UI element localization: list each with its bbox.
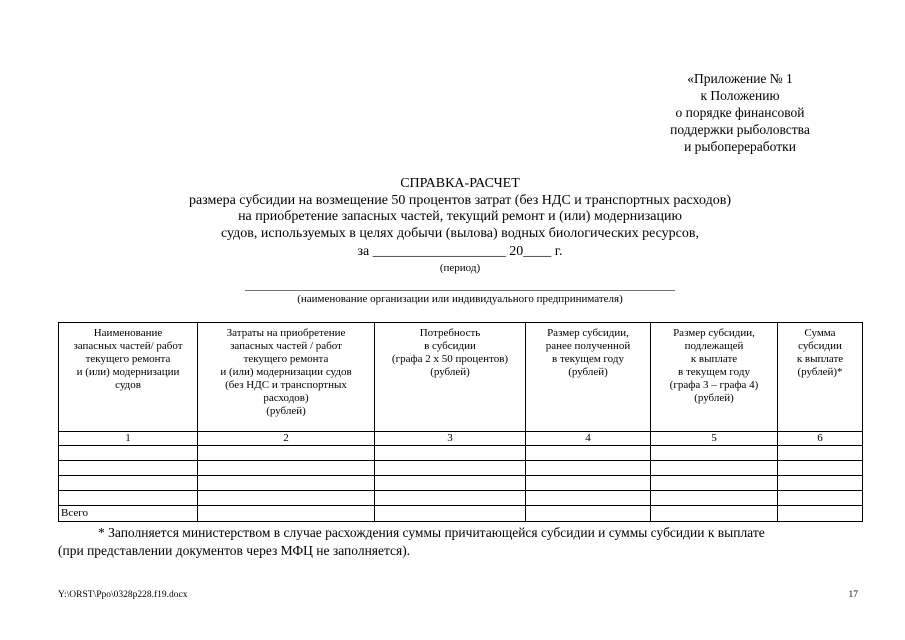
footnote xyxy=(58,524,862,560)
table-row xyxy=(59,491,863,506)
total-row xyxy=(59,506,863,522)
column-header: Затраты на приобретение запасных частей / работ текущего ремонта и (или) модернизации судов (без НДС и транспортных расходов) (рублей) xyxy=(198,323,375,432)
table-cell xyxy=(526,461,651,476)
table-cell xyxy=(375,446,526,461)
table-cell xyxy=(778,461,863,476)
period-year-blank: ____ xyxy=(523,244,552,259)
column-number: 1 xyxy=(59,432,198,446)
table-cell xyxy=(651,506,778,522)
table-cell xyxy=(198,476,375,491)
period-line xyxy=(60,244,860,260)
column-header: Размер субсидии, подлежащей к выплате в текущем году (графа 3 – графа 4) (рублей) xyxy=(651,323,778,432)
table-cell xyxy=(526,476,651,491)
table-cell xyxy=(59,446,198,461)
table-row xyxy=(59,461,863,476)
table-cell xyxy=(59,491,198,506)
table-cell xyxy=(651,461,778,476)
appendix-line: о порядке финансовой xyxy=(675,105,805,120)
organization-name-line xyxy=(245,290,675,291)
table-cell xyxy=(526,491,651,506)
table-cell xyxy=(375,491,526,506)
table-cell xyxy=(778,446,863,461)
appendix-block xyxy=(640,70,840,155)
table-cell xyxy=(778,506,863,522)
column-header: Потребность в субсидии (графа 2 x 50 процентов) (рублей) xyxy=(375,323,526,432)
column-header: Наименование запасных частей/ работ текущего ремонта и (или) модернизации судов xyxy=(59,323,198,432)
period-caption: (период) xyxy=(439,262,481,274)
document-subtitle-line: размера субсидии на возмещение 50 процентов затрат (без НДС и транспортных расходов) xyxy=(188,192,732,208)
document-subtitle-line: судов, используемых в целях добычи (вылова) водных биологических ресурсов, xyxy=(220,225,699,241)
table-cell xyxy=(778,476,863,491)
table-cell xyxy=(198,491,375,506)
column-number: 5 xyxy=(651,432,778,446)
period-year-prefix: 20 xyxy=(509,244,524,259)
table-cell xyxy=(651,446,778,461)
column-number: 4 xyxy=(526,432,651,446)
footer-file-path: Y:\ORST\Ppo\0328p228.f19.docx xyxy=(58,590,188,600)
table-cell xyxy=(375,506,526,522)
table-cell xyxy=(59,461,198,476)
period-prefix: за xyxy=(357,244,370,259)
period-year-suffix: г. xyxy=(554,244,563,259)
page-number: 17 xyxy=(848,590,858,600)
calculation-table xyxy=(58,322,863,522)
document-heading xyxy=(60,176,860,242)
organization-caption: (наименование организации или индивидуального предпринимателя) xyxy=(297,293,623,305)
table-cell xyxy=(651,491,778,506)
table-cell xyxy=(375,461,526,476)
document-subtitle-line: на приобретение запасных частей, текущий ремонт и (или) модернизацию xyxy=(238,209,682,224)
appendix-line: и рыбопереработки xyxy=(684,139,796,154)
table-row xyxy=(59,476,863,491)
column-header: Размер субсидии, ранее полученной в текущем году (рублей) xyxy=(526,323,651,432)
column-number: 6 xyxy=(778,432,863,446)
table-cell xyxy=(198,506,375,522)
total-label: Всего xyxy=(59,506,198,522)
footnote-line: * Заполняется министерством в случае расхождения суммы причитающейся субсидии и суммы субсидии к выплате xyxy=(98,525,765,540)
table-cell xyxy=(526,446,651,461)
document-title: СПРАВКА-РАСЧЕТ xyxy=(400,176,520,191)
table-cell xyxy=(526,506,651,522)
appendix-line: «Приложение № 1 xyxy=(687,71,793,86)
table-header-row xyxy=(59,323,863,432)
footnote-line: (при представлении документов через МФЦ не заполняется). xyxy=(58,543,411,558)
column-number-row xyxy=(59,432,863,446)
appendix-line: к Положению xyxy=(700,88,780,103)
column-number: 2 xyxy=(198,432,375,446)
table-cell xyxy=(198,461,375,476)
column-header: Сумма субсидии к выплате (рублей)* xyxy=(778,323,863,432)
appendix-line: поддержки рыболовства xyxy=(670,122,810,137)
table-cell xyxy=(778,491,863,506)
table-cell xyxy=(59,476,198,491)
table-cell xyxy=(651,476,778,491)
column-number: 3 xyxy=(375,432,526,446)
table-row xyxy=(59,446,863,461)
table-cell xyxy=(198,446,375,461)
table-cell xyxy=(375,476,526,491)
period-blank: ___________________ xyxy=(372,244,506,259)
